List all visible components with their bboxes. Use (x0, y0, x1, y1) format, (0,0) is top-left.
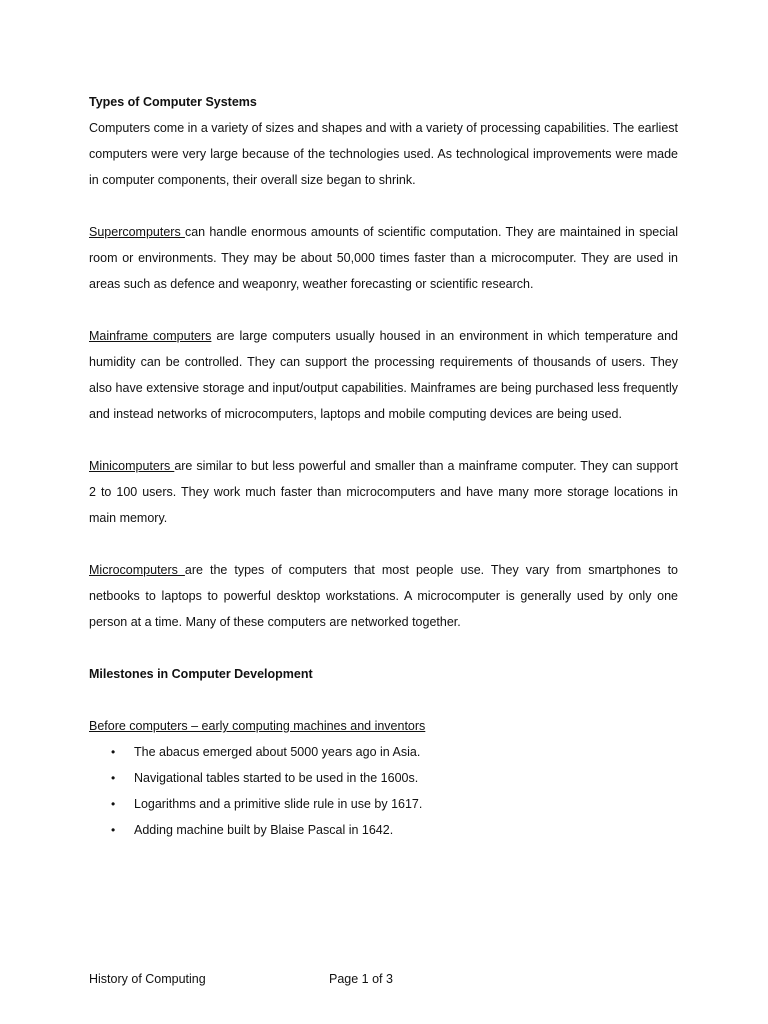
microcomputers-text: are the types of computers that most people use. They vary from smartphones to netbooks to laptops to powerful desktop workstations. A microcomputer is generally used by only one person at a time. Many of these computers are networked together. (89, 563, 678, 629)
footer-page-number: Page 1 of 3 (329, 972, 393, 986)
section-title-milestones: Milestones in Computer Development (89, 667, 313, 681)
milestones-list (89, 739, 678, 843)
list-item (89, 817, 678, 843)
mainframes-term: Mainframe computers (89, 329, 212, 343)
intro-paragraph: Computers come in a variety of sizes and shapes and with a variety of processing capabilities. The earliest computers were very large because of the technologies used. As technological improvements were made in computer components, their overall size began to shrink. (89, 121, 678, 187)
bullet-icon: • (111, 745, 116, 759)
minicomputers-term: Minicomputers (89, 459, 175, 473)
footer-document-title: History of Computing (89, 972, 206, 986)
microcomputers-term: Microcomputers (89, 563, 185, 577)
bullet-icon: • (111, 797, 116, 811)
minicomputers-text: are similar to but less powerful and smaller than a mainframe computer. They can support 2 to 100 users. They work much faster than microcomputers and have many more storage locations in main memory. (89, 459, 678, 525)
supercomputers-paragraph (89, 219, 678, 297)
mainframes-text: are large computers usually housed in an environment in which temperature and humidity can be controlled. They can support the processing requirements of thousands of users. They also have extensive storage and input/output capabilities. Mainframes are being purchased less frequently and instead networks of microcomputers, laptops and mobile computing devices are being used. (89, 329, 679, 421)
document-body (89, 94, 678, 843)
list-item (89, 739, 678, 765)
list-item-text: Logarithms and a primitive slide rule in use by 1617. (134, 797, 423, 811)
list-item-text: Navigational tables started to be used in the 1600s. (134, 771, 419, 785)
list-item (89, 765, 678, 791)
supercomputers-text: can handle enormous amounts of scientific computation. They are maintained in special room or environments. They may be about 50,000 times faster than a microcomputer. They are used in areas such as defence and weaponry, weather forecasting or scientific research. (89, 225, 679, 291)
supercomputers-term: Supercomputers (89, 225, 185, 239)
bullet-icon: • (111, 823, 116, 837)
list-item-text: The abacus emerged about 5000 years ago in Asia. (134, 745, 421, 759)
list-item (89, 791, 678, 817)
section-title-types: Types of Computer Systems (89, 95, 257, 109)
milestones-subheading: Before computers – early computing machines and inventors (89, 719, 426, 733)
minicomputers-paragraph (89, 453, 678, 531)
microcomputers-paragraph (89, 557, 678, 635)
list-item-text: Adding machine built by Blaise Pascal in 1642. (134, 823, 394, 837)
mainframes-paragraph (89, 323, 678, 427)
bullet-icon: • (111, 771, 116, 785)
